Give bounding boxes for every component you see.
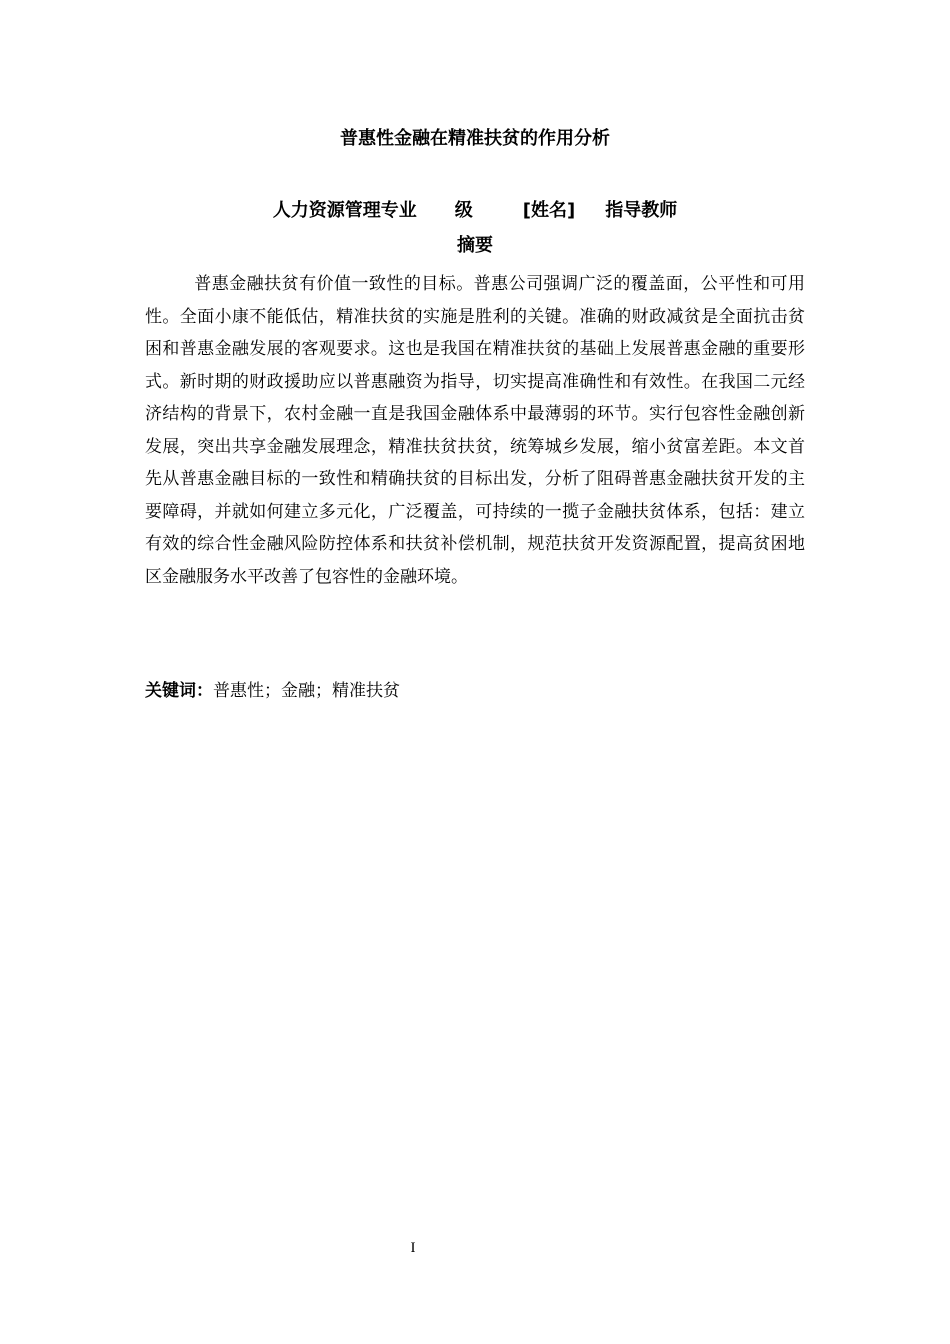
- keywords-label: 关键词：: [145, 681, 213, 701]
- keywords-text: 普惠性；金融；精准扶贫: [213, 681, 400, 701]
- author-advisor: 指导教师: [605, 200, 678, 221]
- abstract-heading: 摘要: [457, 235, 493, 256]
- page-number: I: [410, 1240, 416, 1256]
- author-line: [0, 198, 950, 224]
- abstract-body: 普惠金融扶贫有价值一致性的目标。普惠公司强调广泛的覆盖面，公平性和可用性。全面小康不能低估，精准扶贫的实施是胜利的关键。准确的财政减贫是全面抗击贫困和普惠金融发展的客观要求。这也是我国在精准扶贫的基础上发展普惠金融的重要形式。新时期的财政援助应以普惠融资为指导，切实提高准确性和有效性。在我国二元经济结构的背景下，农村金融一直是我国金融体系中最薄弱的环节。实行包容性金融创新发展，突出共享金融发展理念，精准扶贫扶贫，统筹城乡发展，缩小贫富差距。本文首先从普惠金融目标的一致性和精确扶贫的目标出发，分析了阻碍普惠金融扶贫开发的主要障碍，并就如何建立多元化，广泛覆盖，可持续的一揽子金融扶贫体系，包括：建立有效的综合性金融风险防控体系和扶贫补偿机制，规范扶贫开发资源配置，提高贫困地区金融服务水平改善了包容性的金融环境。: [145, 274, 805, 587]
- author-grade: 级: [454, 200, 473, 221]
- author-name: [姓名]: [522, 200, 576, 221]
- author-major: 人力资源管理专业: [272, 200, 417, 221]
- document-title: 普惠性金融在精准扶贫的作用分析: [340, 128, 610, 149]
- keywords-line: [145, 677, 805, 705]
